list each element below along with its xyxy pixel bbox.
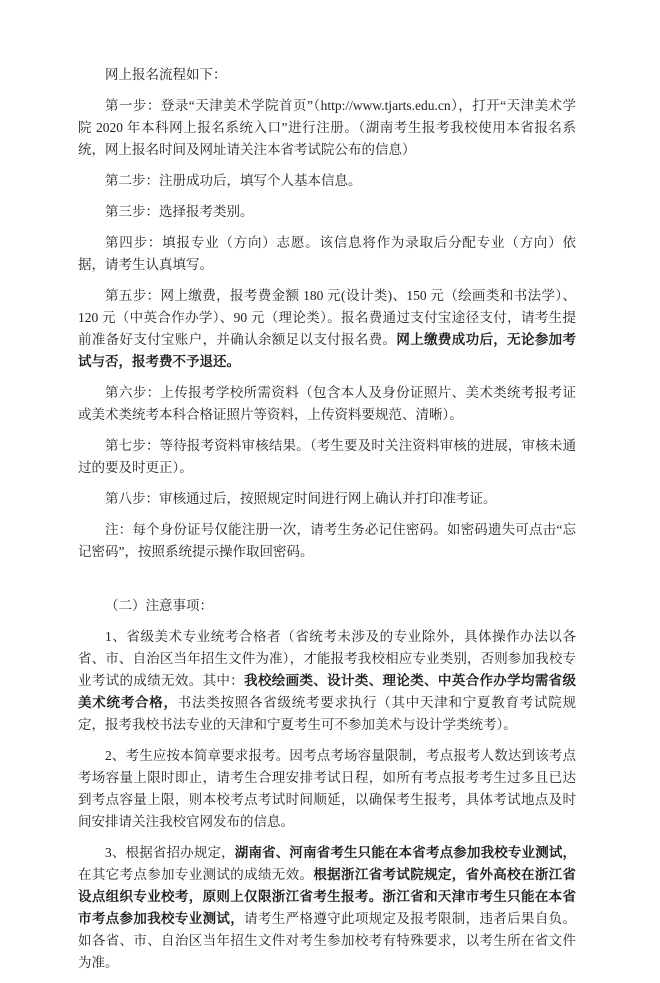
paragraph-step-5 — [78, 285, 576, 373]
text-run: 第二步：注册成功后，填写个人基本信息。 — [105, 173, 362, 188]
paragraph-step-8 — [78, 488, 576, 510]
text-run: 请考生严格遵守此项规定及报考限制，违者后果自负。如各省、市、自治区当年招生文件对考生参加校考有特殊要求，以考生所在省文件为准。 — [78, 911, 577, 970]
paragraph-step-6 — [78, 382, 576, 426]
text-run-bold: 根据浙江省考试院规定，省外高校在浙江省设点组织专业校考，原则上仅限浙江省考生报考。浙江省和天津市考生只能在本省市考点参加我校专业测试， — [78, 867, 576, 926]
text-run: 1、省级美术专业统考合格者（省统考未涉及的专业除外，具体操作办法以各省、市、自治区当年招生文件为准），才能报考我校相应专业类别，否则参加我校专业考试的成绩无效。其中： — [78, 629, 576, 688]
paragraph-intro-line — [78, 64, 576, 86]
text-run: 第八步：审核通过后，按照规定时间进行网上确认并打印准考证。 — [105, 491, 497, 506]
document-page — [78, 64, 576, 983]
paragraph-step-1 — [78, 95, 576, 161]
text-run: 第六步：上传报考学校所需资料（包含本人及身份证照片、美术类统考报考证或美术类统考本科合格证照片等资料，上传资料要规范、清晰）。 — [78, 385, 576, 422]
paragraph-notice-1 — [78, 626, 576, 736]
text-run: 3、根据省招办规定， — [105, 845, 235, 860]
paragraph-notice-2 — [78, 745, 576, 833]
document-body — [78, 64, 576, 974]
text-run: （二）注意事项： — [105, 598, 213, 613]
text-run-bold: 网上缴费成功后，无论参加考试与否，报考费不予退还。 — [78, 332, 577, 369]
text-run: 2、考生应按本简章要求报考。因考点考场容量限制，考点报考人数达到该考点考场容量上限时即止，请考生合理安排考试日程，如所有考点报考考生过多且已达到考点容量上限，则本校考点考试时间顺延，以确保考生报考，具体考试地点及时间安排请关注我校官网发布的信息。 — [78, 748, 576, 829]
text-run: 注：每个身份证号仅能注册一次，请考生务必记住密码。如密码遗失可点击“忘记密码”，按照系统提示操作取回密码。 — [78, 522, 576, 559]
paragraph-notice-3 — [78, 842, 576, 974]
text-run: 第四步：填报专业（方向）志愿。该信息将作为录取后分配专业（方向）依据，请考生认真填写。 — [78, 235, 576, 272]
text-run: 第三步：选择报考类别。 — [105, 204, 254, 219]
text-run: 第五步：网上缴费，报考费金额 180 元(设计类)、150 元（绘画类和书法学）、120 元（中英合作办学）、90 元（理论类）。报名费通过支付宝途径支付，请考生提前准备好支付宝账户，并确认余额足以支付报名费。 — [78, 288, 576, 347]
text-run: 在其它考点参加专业测试的成绩无效。 — [78, 867, 314, 882]
text-run-bold: 我校绘画类、设计类、理论类、中英合作办学均需省级美术统考合格， — [78, 673, 577, 710]
paragraph-step-3 — [78, 201, 576, 223]
paragraph-note — [78, 519, 576, 563]
text-run: 书法类按照各省级统考要求执行（其中天津和宁夏教育考试院规定，报考我校书法专业的天津和宁夏考生可不参加美术与设计学类统考）。 — [78, 695, 576, 732]
paragraph-step-7 — [78, 435, 576, 479]
text-run: 第七步：等待报考资料审核结果。（考生要及时关注资料审核的进展，审核未通过的要及时更正）。 — [78, 438, 576, 475]
text-run: 第一步：登录“天津美术学院首页”（http://www.tjarts.edu.cn），打开“天津美术学院 2020 年本科网上报名系统入口”进行注册。（湖南考生报考我校使用本省报名系统，网上报名时间及网址请关注本省考试院公布的信息） — [78, 98, 576, 157]
paragraph-step-4 — [78, 232, 576, 276]
text-run: 网上报名流程如下： — [105, 67, 227, 82]
paragraph-step-2 — [78, 170, 576, 192]
text-run-bold: 湖南省、河南省考生只能在本省考点参加我校专业测试， — [234, 845, 577, 860]
paragraph-section-heading-notes — [78, 595, 576, 617]
